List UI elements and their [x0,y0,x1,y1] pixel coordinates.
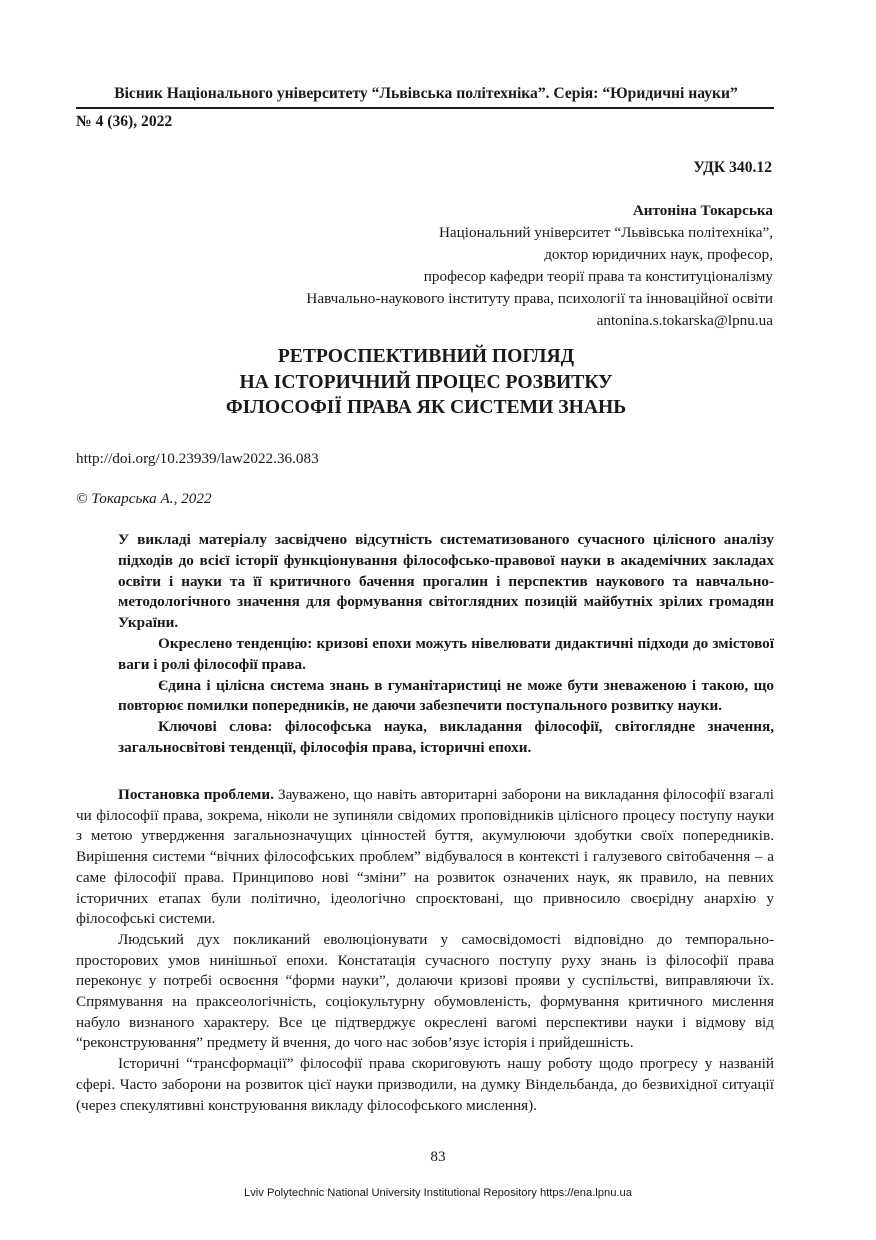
title-line: ФІЛОСОФІЇ ПРАВА ЯК СИСТЕМИ ЗНАНЬ [225,397,627,419]
body-paragraph [76,785,774,930]
body-paragraph: Людський дух покликаний еволюціонувати у самосвідомості відповідно до темпорально-просторових умов нинішньої епохи. Констатація сучасного поступу руху знань із філософії права переконує у потребі освоєння “форми науки”, долаючи кризові прояви у суспільстві, виправляючи їх. Спрямування на праксеологічність, соціокультурну обумовленість, формування критичного мислення набуло визнаного характеру. Все це підтверджує окреслені вагомі перспективи науки і відмову від “реконструювання” предмету й вчення, до чого нас зобов’язує історія і прийдешність. [76,930,774,1052]
title-line: РЕТРОСПЕКТИВНИЙ ПОГЛЯД [277,346,575,367]
copyright-notice: © Токарська А., 2022 [76,490,212,507]
affiliation-line: Національний університет “Львівська політехніка”, [438,223,773,241]
doi-link[interactable]: http://doi.org/10.23939/law2022.36.083 [76,450,319,467]
section-heading: Постановка проблеми. [118,786,274,803]
body-paragraph-text: Зауважено, що навіть авторитарні заборони на викладання філософії взагалі чи філософії права, зокрема, ніколи не зупиняли свідомих проповідників цілісного процесу поступу науки з метою утвердження загальнозначущих цінностей буття, акумулюючи здобутки своїх попередників. Вирішення системи “вічних філософських проблем” відбувалося в контексті і галузевого світобачення – а саме філософії права. Принципово нові “зміни” на розвиток означених наук, як правило, на певних історичних етапах були політично, ідеологічно спроєктовані, що привносило своєрідну анархію у філософські системи. [76,786,774,928]
title-line: НА ІСТОРИЧНИЙ ПРОЦЕС РОЗВИТКУ [239,371,613,393]
article-title [76,344,776,421]
affiliation-line: професор кафедри теорії права та конституціоналізму [423,267,773,285]
body-paragraph: Історичні “трансформації” філософії права скориговують нашу роботу щодо прогресу у названій сфері. Часто заборони на розвиток цієї науки призводили, на думку Віндельбанда, до безвихідної ситуації (через спекулятивні конструювання викладу філософського мислення). [76,1055,774,1114]
issue-number: № 4 (36), 2022 [76,113,173,130]
author-block [306,200,773,331]
author-email[interactable]: antonina.s.tokarska@lpnu.ua [596,311,773,329]
abstract-paragraph: Єдина і цілісна система знань в гуманітаристиці не може бути зневаженою і такою, що повторює помилки попередників, не даючи забезпечити поступального розвитку науки. [118,676,774,715]
abstract [118,530,774,759]
keywords: Ключові слова: філософська наука, викладання філософії, світоглядне значення, загальносвітові тенденції, філософія права, історичні епохи. [118,718,774,756]
affiliation-line: Навчально-наукового інституту права, психології та інноваційної освіти [306,289,773,307]
header-divider [76,107,774,109]
repository-footer: Lviv Polytechnic National University Institutional Repository https://ena.lpnu.ua [243,1187,633,1199]
article-body [76,785,774,1116]
abstract-paragraph: У викладі матеріалу засвідчено відсутність систематизованого сучасного цілісного аналізу підходів до всієї історії функціонування філософсько-правової науки в академічних закладах освіти і науки та її критичного бачення прогалин і перспектив наукового та навчально-методологічного значення для формування світоглядних позицій майбутніх зрілих громадян України. [118,531,774,632]
journal-title: Вісник Національного університету “Львівська політехніка”. Серія: “Юридичні науки” [114,85,738,102]
author-name: Антоніна Токарська [632,202,773,219]
page-number: 83 [430,1148,446,1165]
abstract-paragraph: Окреслено тенденцію: кризові епохи можуть нівелювати дидактичні підходи до змістової ваги і ролі філософії права. [118,634,774,673]
udk-code: УДК 340.12 [693,159,772,176]
affiliation-line: доктор юридичних наук, професор, [544,245,773,263]
